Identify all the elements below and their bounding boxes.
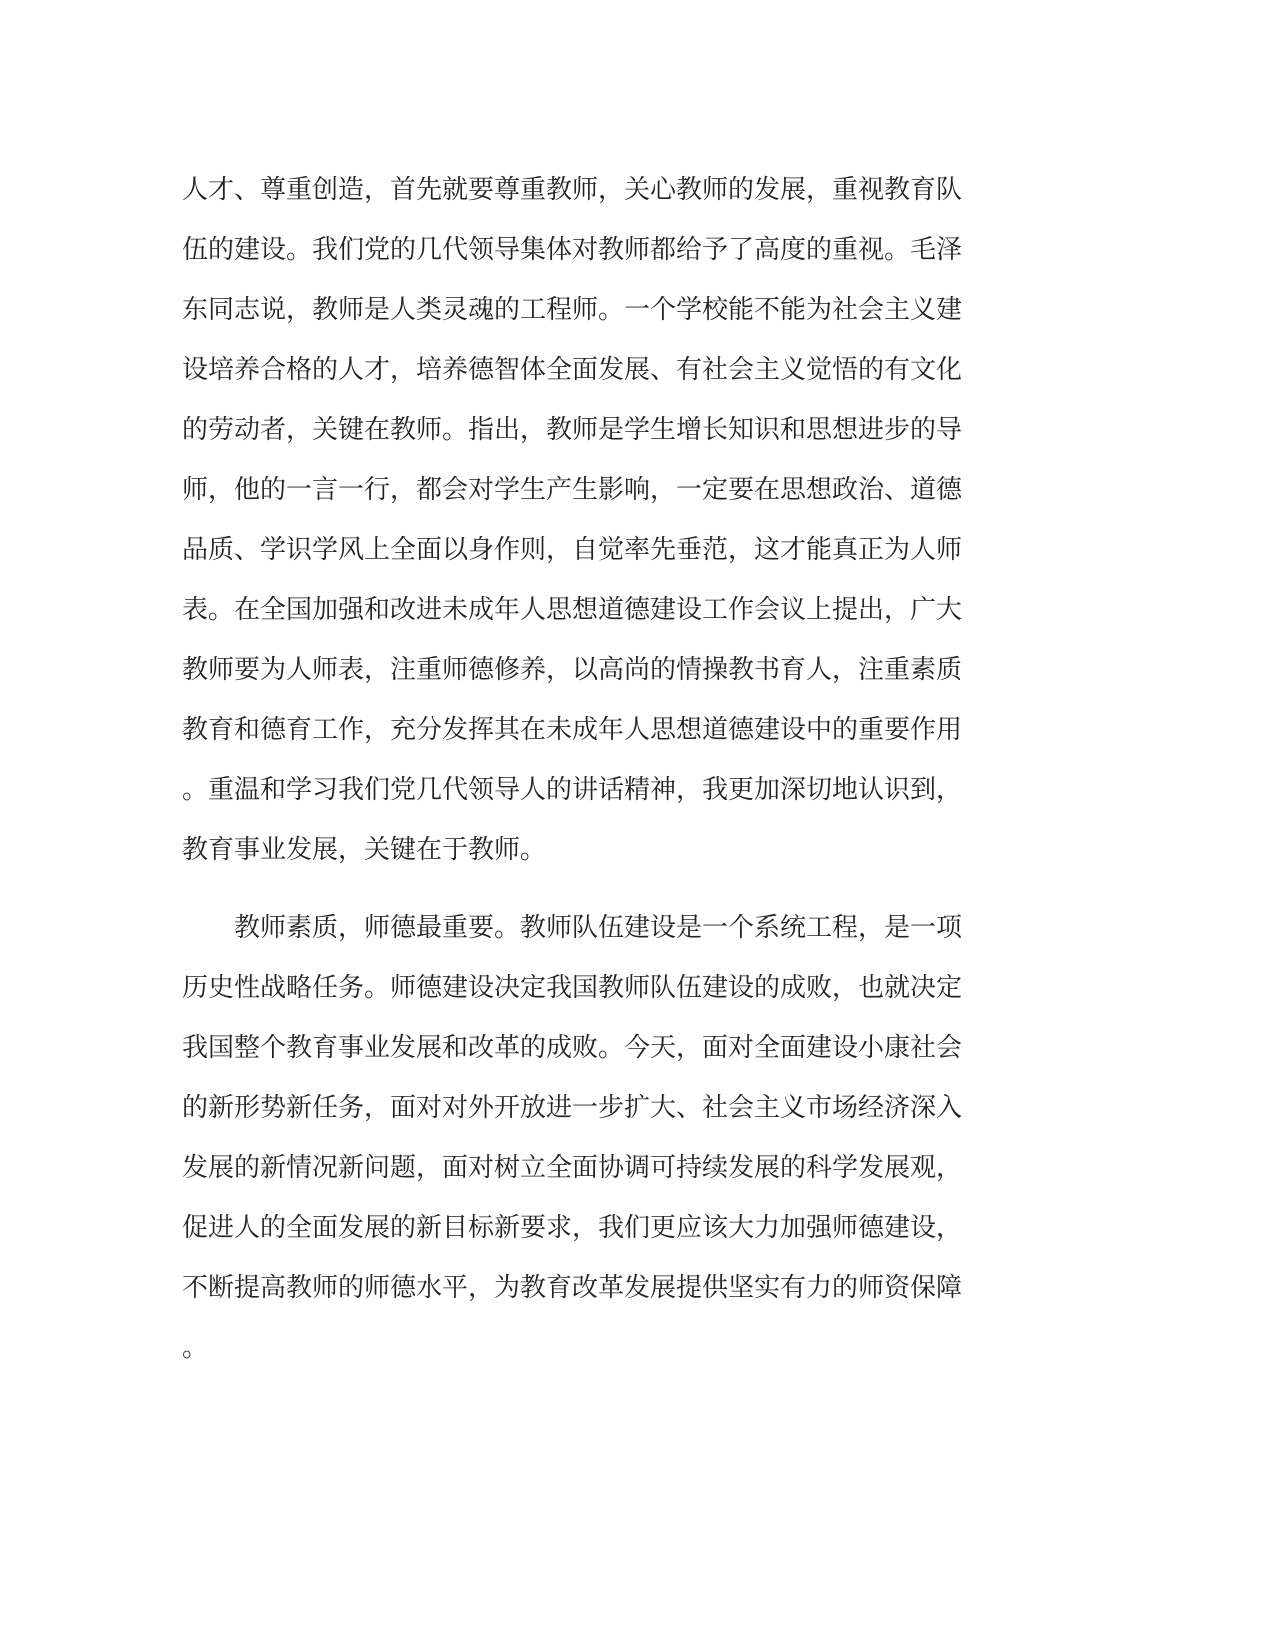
text-line: 教师要为人师表，注重师德修养，以高尚的情操教书育人，注重素质 (182, 655, 963, 685)
text-line: 历史性战略任务。师德建设决定我国教师队伍建设的成败，也就决定 (182, 973, 963, 1003)
text-line: 表。在全国加强和改进未成年人思想道德建设工作会议上提出，广大 (182, 595, 963, 625)
text-line: 品质、学识学风上全面以身作则，自觉率先垂范，这才能真正为人师 (182, 535, 963, 565)
text-line: 教育事业发展，关键在于教师。 (182, 835, 547, 865)
text-line: 我国整个教育事业发展和改革的成败。今天，面对全面建设小康社会 (182, 1033, 963, 1063)
text-line: 人才、尊重创造，首先就要尊重教师，关心教师的发展，重视教育队 (182, 175, 963, 205)
text-line: 伍的建设。我们党的几代领导集体对教师都给予了高度的重视。毛泽 (182, 235, 963, 265)
text-line: 师，他的一言一行，都会对学生产生影响，一定要在思想政治、道德 (182, 475, 963, 505)
text-line: 教育和德育工作，充分发挥其在未成年人思想道德建设中的重要作用 (182, 715, 963, 745)
text-line: 。重温和学习我们党几代领导人的讲话精神，我更加深切地认识到， (182, 775, 963, 805)
text-line: 东同志说，教师是人类灵魂的工程师。一个学校能不能为社会主义建 (182, 295, 963, 325)
text-line: 的新形势新任务，面对对外开放进一步扩大、社会主义市场经济深入 (182, 1093, 963, 1123)
text-line: 发展的新情况新问题，面对树立全面协调可持续发展的科学发展观， (182, 1153, 963, 1183)
text-line: 教师素质，师德最重要。教师队伍建设是一个系统工程，是一项 (182, 913, 963, 943)
paragraph-2 (182, 898, 1062, 1378)
text-line: 不断提高教师的师德水平，为教育改革发展提供坚实有力的师资保障 (182, 1273, 963, 1303)
text-line: 促进人的全面发展的新目标新要求，我们更应该大力加强师德建设， (182, 1213, 963, 1243)
paragraph-1 (182, 160, 1062, 880)
text-line: 。 (182, 1333, 209, 1363)
text-line: 的劳动者，关键在教师。指出，教师是学生增长知识和思想进步的导 (182, 415, 963, 445)
text-line: 设培养合格的人才，培养德智体全面发展、有社会主义觉悟的有文化 (182, 355, 963, 385)
